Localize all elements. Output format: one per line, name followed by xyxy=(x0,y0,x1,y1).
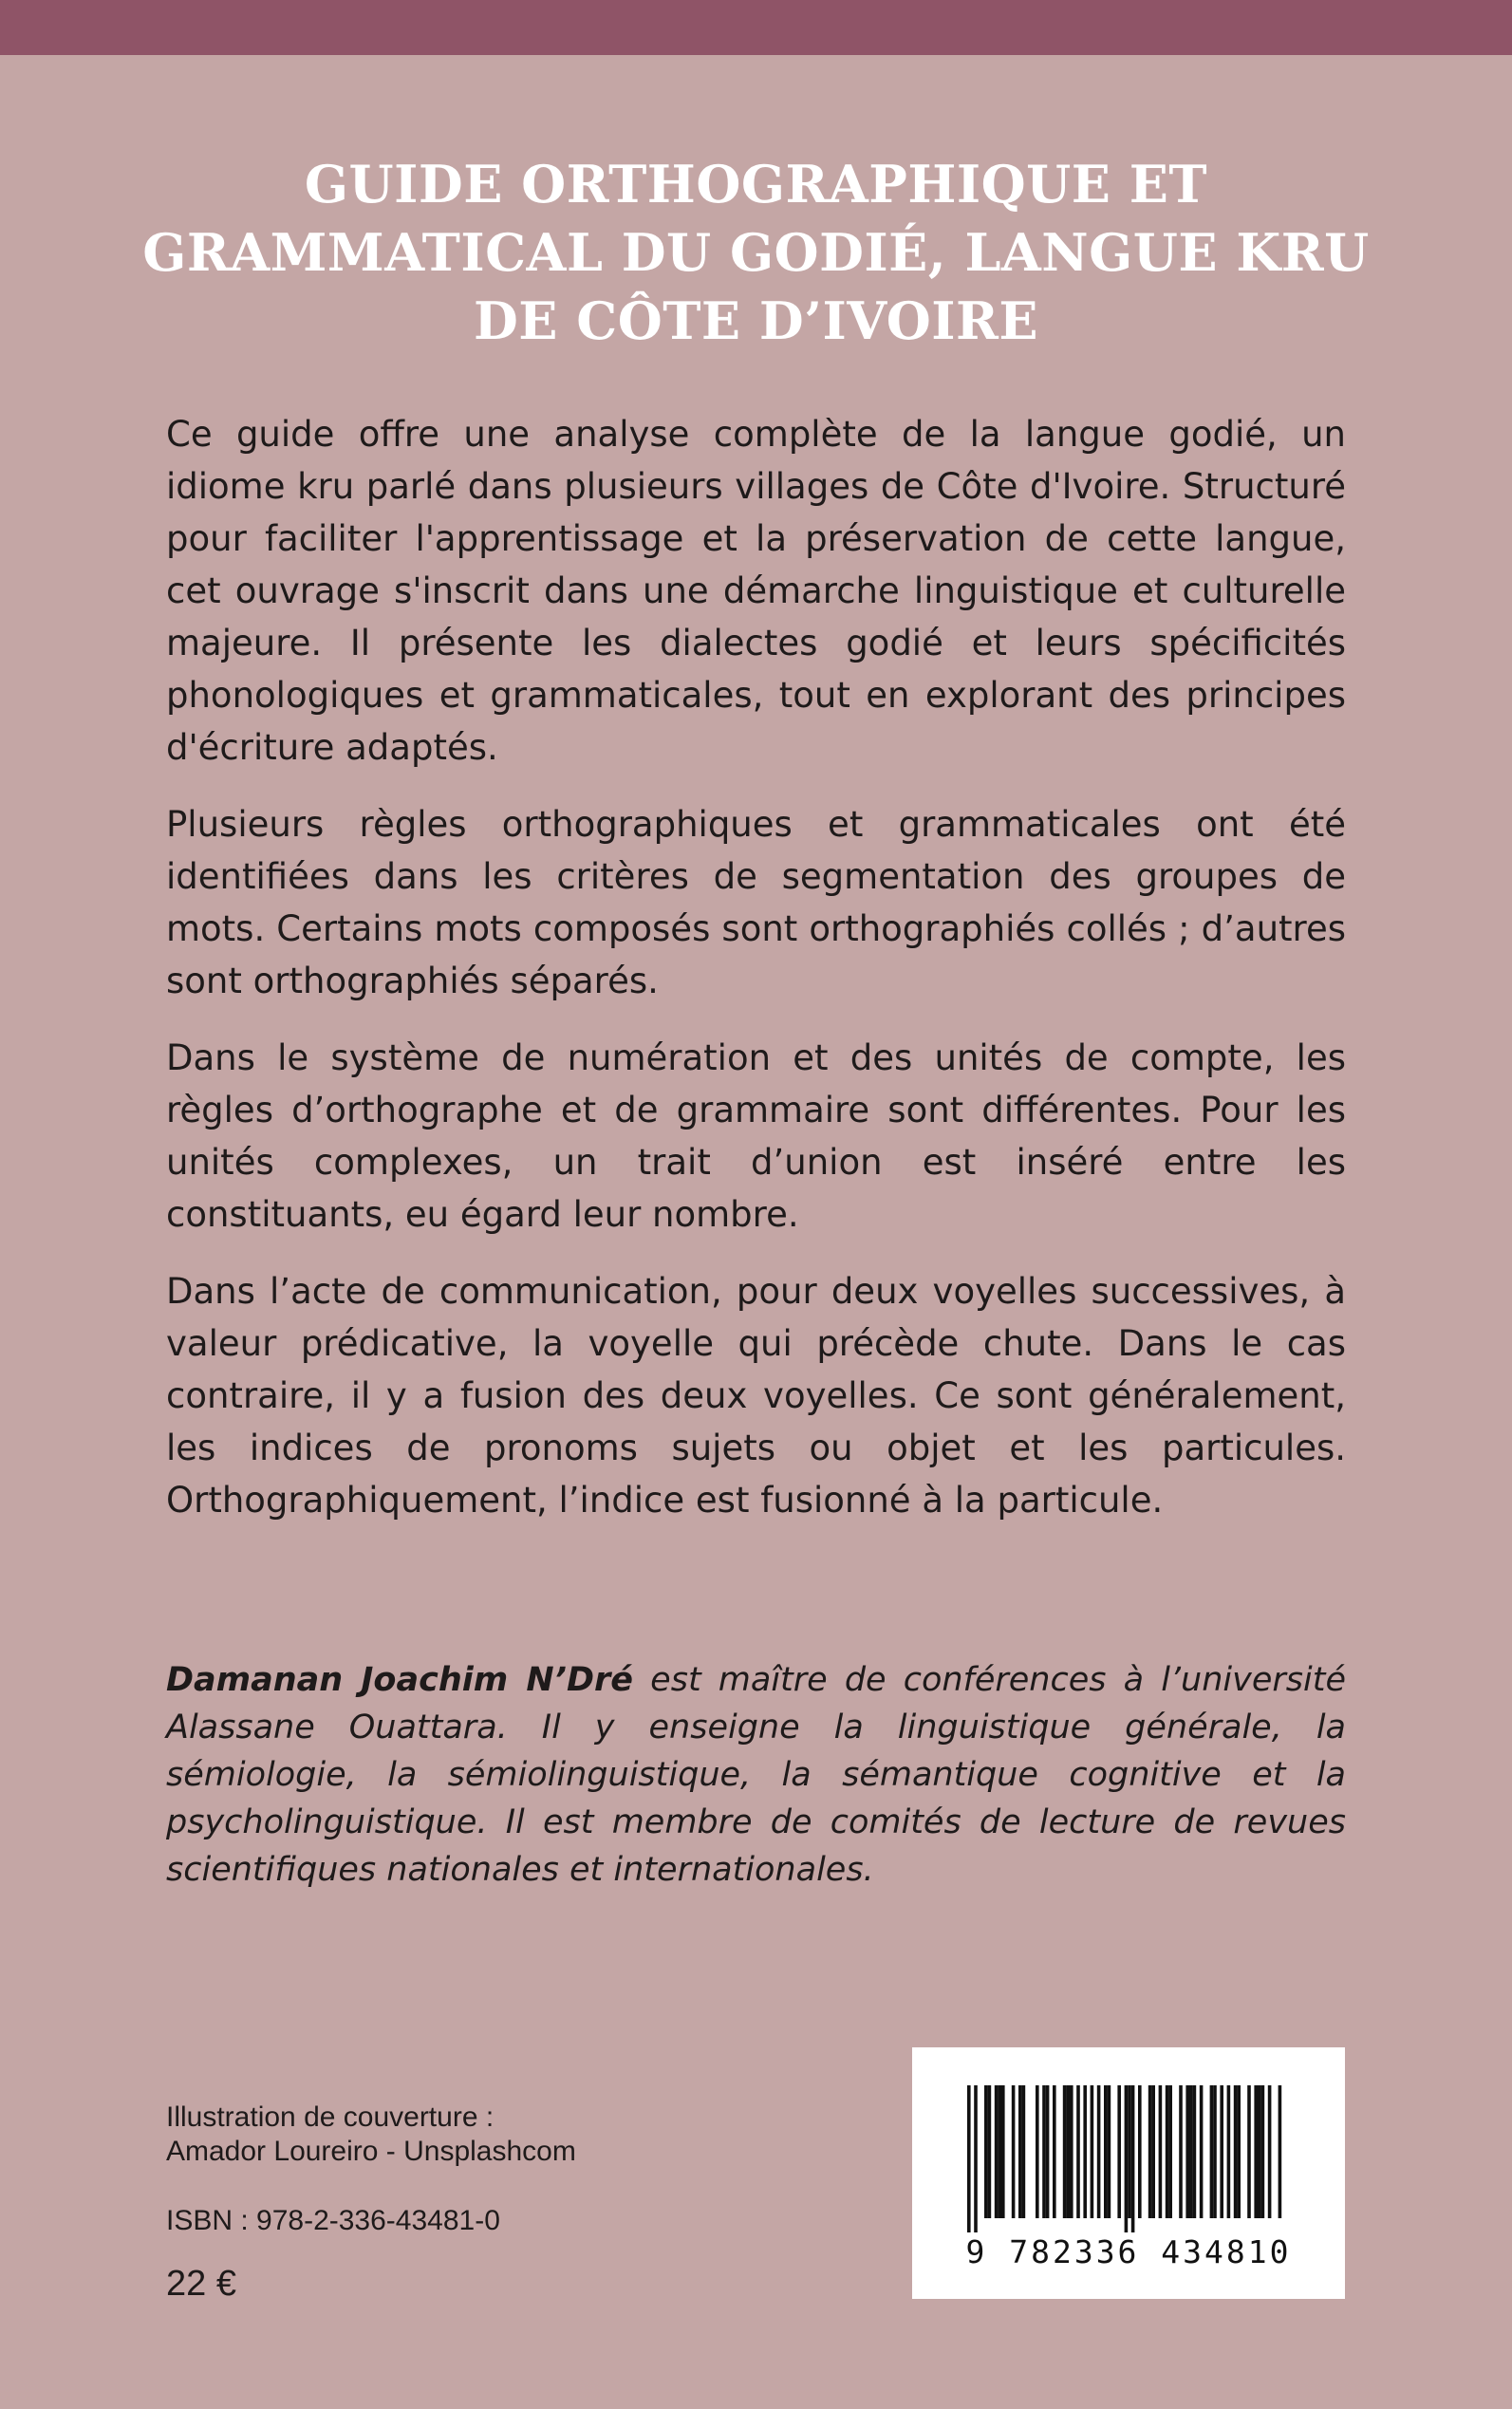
author-name: Damanan Joachim N’Dré xyxy=(166,1661,634,1699)
barcode-bar xyxy=(995,2085,999,2218)
barcode-bar xyxy=(974,2085,978,2232)
top-color-band xyxy=(0,0,1512,55)
barcode-panel xyxy=(912,2047,1345,2299)
summary-paragraph-2: Plusieurs règles orthographiques et grammaticales ont été identifiées dans les critères de segmentation des groupes de mots. Certains mots composés sont orthographiés collés ; d’autres sont orthographiés séparés. xyxy=(166,804,1346,1001)
barcode-bar xyxy=(1189,2085,1193,2218)
barcode-bar xyxy=(1036,2085,1039,2218)
barcode-bar xyxy=(1258,2085,1261,2218)
cover-credit-value: Amador Loureiro - Unsplashcom xyxy=(166,2136,576,2167)
barcode-bar xyxy=(1018,2085,1022,2218)
barcode-bar xyxy=(1261,2085,1265,2218)
barcode-bar xyxy=(1254,2085,1258,2218)
barcode-bar xyxy=(1128,2085,1131,2218)
barcode-bar xyxy=(1237,2085,1241,2218)
summary-paragraph-4: Dans l’acte de communication, pour deux voyelles successives, à valeur prédicative, la voyelle qui précède chute. Dans le cas contraire, il y a fusion des deux voyelles. Ce sont généralement, les indices de pronoms sujets ou objet et les particules. Orthographiquement, l’indice est fusionné à la particule. xyxy=(166,1271,1346,1521)
barcode-bar xyxy=(1185,2085,1189,2218)
barcode-bar xyxy=(1001,2085,1005,2218)
barcode-bar xyxy=(1108,2085,1111,2218)
title-line-3: DE CÔTE D’IVOIRE xyxy=(473,290,1039,351)
barcode-bar xyxy=(1151,2085,1155,2218)
barcode-bar xyxy=(1131,2085,1135,2232)
author-bio-text: est maître de conférences à l’université Alassane Ouattara. Il y enseigne la linguistique générale, la sémiologie, la sémiolinguistique, la sémantique cognitive et la psycholinguistique. Il est membre de comités de lecture de revues scientifiques nationales et internationales. xyxy=(166,1661,1346,1889)
barcode-bar xyxy=(1210,2085,1214,2218)
barcode-bar xyxy=(1279,2085,1282,2218)
book-summary xyxy=(166,408,1346,1551)
title-line-2: GRAMMATICAL DU GODIÉ, LANGUE KRU xyxy=(142,222,1370,283)
barcode-bar xyxy=(1193,2085,1197,2218)
barcode-bar xyxy=(1046,2085,1050,2218)
barcode-bar xyxy=(988,2085,992,2218)
barcode-bar xyxy=(1063,2085,1067,2218)
barcode-digits: 9 782336 434810 xyxy=(965,2233,1292,2270)
barcode-bar xyxy=(1268,2085,1272,2218)
barcode-bar xyxy=(1220,2085,1223,2218)
barcode-bar xyxy=(1042,2085,1046,2218)
barcode-bar xyxy=(1070,2085,1073,2218)
barcode-bar xyxy=(1117,2085,1121,2218)
barcode-bar xyxy=(998,2085,1001,2218)
barcode-bar xyxy=(967,2085,971,2232)
barcode-bar xyxy=(1097,2085,1101,2218)
author-bio xyxy=(166,1656,1346,1894)
barcode-bar xyxy=(1148,2085,1152,2218)
barcode-bar xyxy=(1200,2085,1204,2218)
title-line-1: GUIDE ORTHOGRAPHIQUE ET xyxy=(304,154,1208,215)
cover-credit xyxy=(166,2101,576,2169)
barcode-bar xyxy=(1076,2085,1080,2218)
book-title xyxy=(133,150,1379,355)
barcode-bar xyxy=(1234,2085,1238,2218)
barcode-bar xyxy=(1022,2085,1026,2218)
barcode-bar xyxy=(984,2085,988,2218)
barcode-bar xyxy=(1066,2085,1070,2218)
barcode-bar xyxy=(1179,2085,1183,2218)
barcode-bar xyxy=(1168,2085,1172,2218)
cover-credit-label: Illustration de couverture : xyxy=(166,2101,495,2133)
barcode-bar xyxy=(1053,2085,1056,2218)
price-text: 22 € xyxy=(166,2264,236,2304)
barcode-bar xyxy=(1083,2085,1087,2218)
barcode-icon xyxy=(912,2047,1345,2237)
barcode-bar xyxy=(1125,2085,1129,2232)
barcode-bar xyxy=(1227,2085,1231,2218)
barcode-bar xyxy=(1247,2085,1251,2218)
summary-paragraph-1: Ce guide offre une analyse complète de la langue godié, un idiome kru parlé dans plusieurs villages de Côte d'Ivoire. Structuré pour faciliter l'apprentissage et la préservation de cette langue, cet ouvrage s'inscrit dans une démarche linguistique et culturelle majeure. Il présente les dialectes godié et leurs spécificités phonologiques et grammaticales, tout en explorant des principes d'écriture adaptés. xyxy=(166,414,1346,768)
isbn-text: ISBN : 978-2-336-43481-0 xyxy=(166,2205,500,2236)
barcode-bar xyxy=(1159,2085,1163,2218)
barcode-bar xyxy=(1012,2085,1016,2218)
barcode-bar xyxy=(1091,2085,1094,2218)
barcode-bar xyxy=(1138,2085,1142,2218)
barcode-bar xyxy=(1104,2085,1108,2218)
barcode-bar xyxy=(1213,2085,1217,2218)
barcode-bar xyxy=(1166,2085,1169,2218)
summary-paragraph-3: Dans le système de numération et des unités de compte, les règles d’orthographe et de grammaire sont différentes. Pour les unités complexes, un trait d’union est inséré entre les constituants, eu égard leur nombre. xyxy=(166,1037,1346,1235)
